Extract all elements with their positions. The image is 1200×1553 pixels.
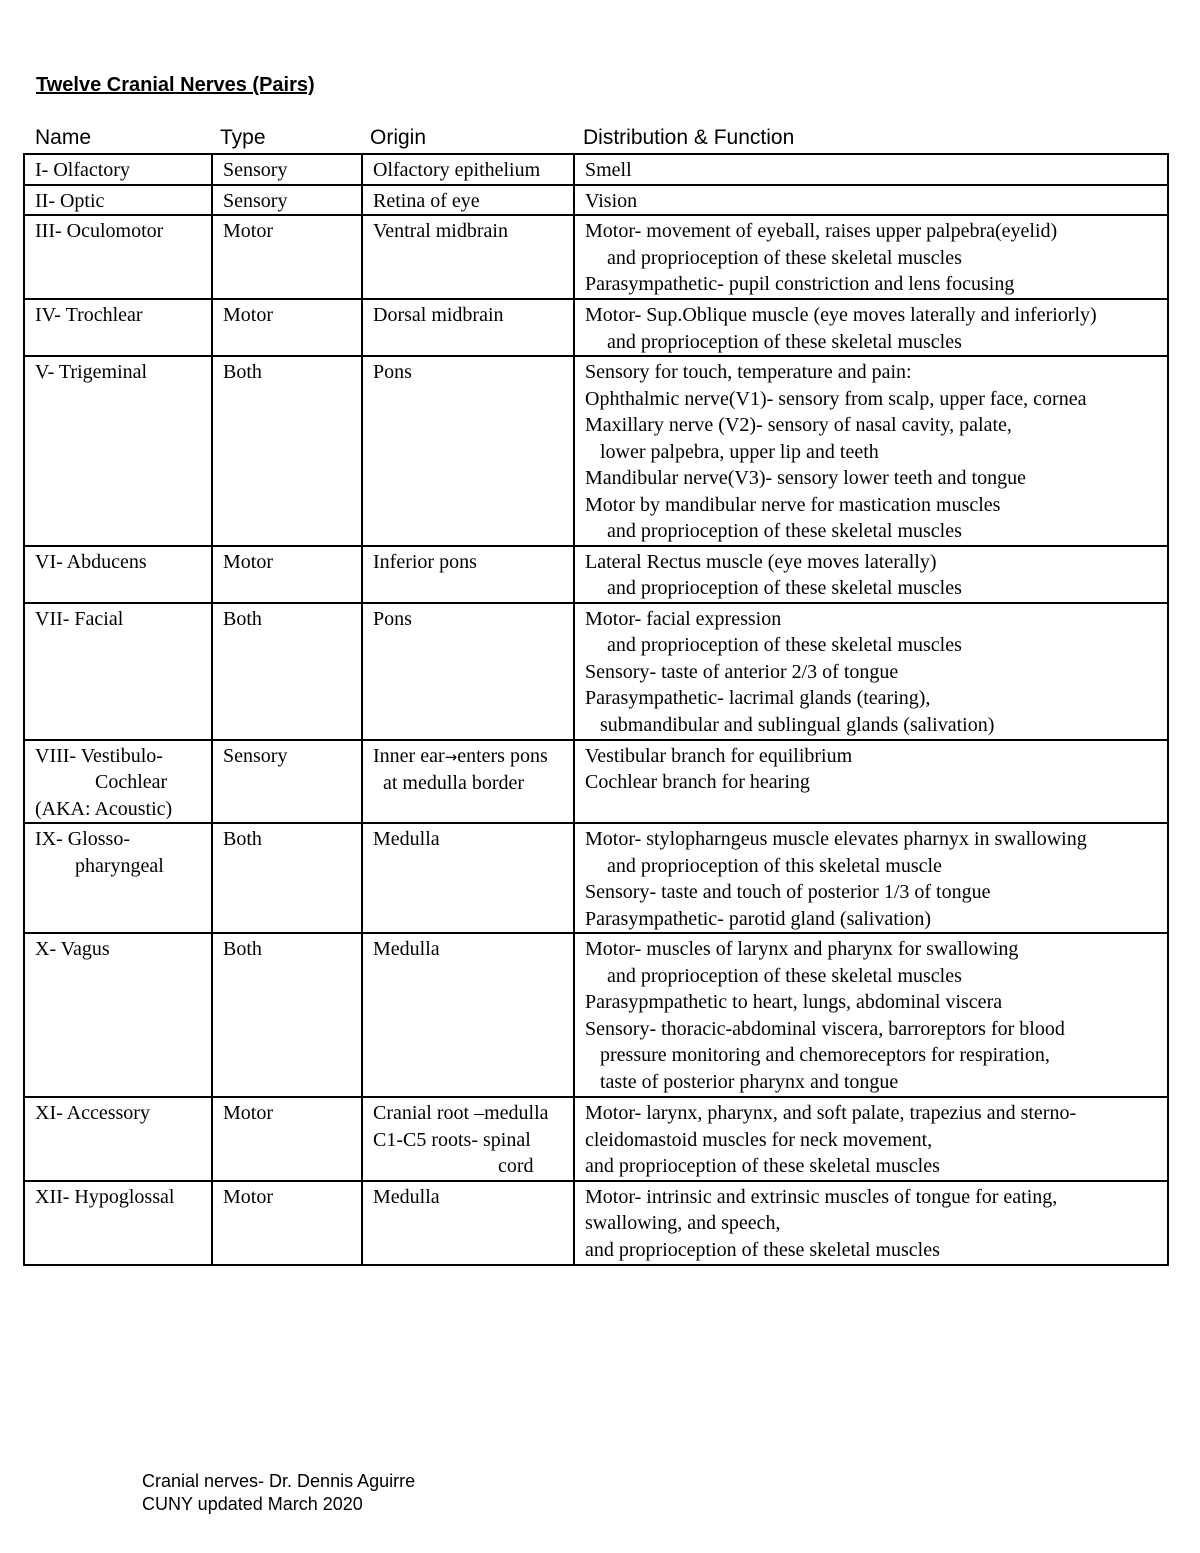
nerve-name: (AKA: Acoustic) [35,797,173,820]
nerve-origin-cell [362,603,574,740]
nerve-type: Sensory [223,159,288,181]
nerve-name-cell [24,603,212,740]
nerve-distribution-cell [574,356,1168,546]
distribution-line: Vision [585,189,638,212]
table-row [24,185,1168,216]
nerve-type-cell [212,215,362,299]
nerve-name: IV- Trochlear [35,304,143,326]
nerve-name: Cochlear [95,771,168,793]
distribution-line: and proprioception of these skeletal muscles [607,330,962,353]
distribution-line: Parasympathetic- lacrimal glands (tearing), [585,687,931,709]
distribution-line: and proprioception of these skeletal muscles [607,520,962,542]
table-row [24,546,1168,603]
nerve-origin: Medulla [373,828,440,850]
nerve-origin-cell [362,546,574,603]
cranial-nerves-table [23,153,1169,1266]
distribution-line: Parasympathetic- parotid gland (salivation) [585,907,932,930]
distribution-line: pressure monitoring and chemoreceptors for respiration, [600,1044,1050,1066]
nerve-name: X- Vagus [35,938,110,960]
nerve-origin-cell [362,154,574,185]
nerve-name: VII- Facial [35,607,124,630]
nerve-type: Motor [223,1185,273,1208]
distribution-line: Motor- intrinsic and extrinsic muscles of tongue for eating, [585,1185,1058,1208]
nerve-type: Both [223,828,262,850]
distribution-line: Motor- movement of eyeball, raises upper palpebra(eyelid) [585,220,1058,242]
distribution-line: Cochlear branch for hearing [585,771,810,793]
nerve-distribution-cell [574,933,1168,1097]
distribution-line: Motor- facial expression [585,607,782,630]
page-title: Twelve Cranial Nerves (Pairs) [36,74,315,96]
column-header-type: Type [220,126,266,149]
nerve-distribution-cell [574,185,1168,216]
nerve-origin-cell [362,1181,574,1265]
nerve-name: XI- Accessory [35,1102,150,1124]
nerve-origin: C1-C5 roots- spinal [373,1128,531,1151]
nerve-name: I- Olfactory [35,159,130,181]
table-row [24,740,1168,824]
nerve-name-cell [24,299,212,356]
distribution-line: submandibular and sublingual glands (salivation) [600,713,995,736]
nerve-origin: Medulla [373,1185,440,1208]
nerve-type: Motor [223,550,273,573]
nerve-origin-cell [362,933,574,1097]
column-header-origin: Origin [370,126,427,149]
nerve-name: VIII- Vestibulo- [35,744,163,767]
footer-updated: CUNY updated March 2020 [142,1494,363,1514]
nerve-distribution-cell [574,1181,1168,1265]
distribution-line: Vestibular branch for equilibrium [585,744,853,767]
column-header-distribution: Distribution & Function [583,126,795,149]
distribution-line: Lateral Rectus muscle (eye moves laterally) [585,550,937,573]
distribution-line: Maxillary nerve (V2)- sensory of nasal cavity, palate, [585,414,1012,436]
nerve-type: Both [223,607,262,630]
origin-text: Inner ear [373,744,445,767]
nerve-origin-cell [362,299,574,356]
distribution-line: Ophthalmic nerve(V1)- sensory from scalp, upper face, cornea [585,387,1087,410]
nerve-type-cell [212,299,362,356]
nerve-type-cell [212,546,362,603]
distribution-line: Parasympathetic- pupil constriction and lens focusing [585,273,1015,295]
nerve-name: V- Trigeminal [35,361,148,383]
nerve-type-cell [212,356,362,546]
distribution-line: Motor- larynx, pharynx, and soft palate, trapezius and sterno- [585,1102,1077,1124]
nerve-type: Motor [223,220,273,242]
nerve-type: Motor [223,1102,273,1124]
nerve-origin: Ventral midbrain [373,220,508,242]
page-footer [142,1470,415,1516]
nerve-distribution-cell [574,1097,1168,1181]
nerve-name-cell [24,215,212,299]
distribution-line: and proprioception of these skeletal muscles [585,1155,940,1177]
nerve-distribution-cell [574,546,1168,603]
distribution-line: and proprioception of this skeletal muscle [607,854,942,877]
nerve-name-cell [24,933,212,1097]
distribution-line: and proprioception of these skeletal muscles [585,1238,940,1261]
nerve-origin: cord [498,1155,534,1177]
nerve-name: III- Oculomotor [35,220,164,242]
nerve-name: VI- Abducens [35,550,147,573]
nerve-name: II- Optic [35,189,105,212]
distribution-line: and proprioception of these skeletal muscles [607,964,962,987]
nerve-origin: Cranial root –medulla [373,1102,549,1124]
nerve-origin [373,743,573,771]
nerve-type-cell [212,823,362,933]
nerve-type: Both [223,938,262,960]
nerve-type-cell [212,1097,362,1181]
nerve-origin-cell [362,215,574,299]
distribution-line: cleidomastoid muscles for neck movement, [585,1128,933,1151]
nerve-origin-cell [362,740,574,824]
distribution-line: Motor- muscles of larynx and pharynx for swallowing [585,938,1019,960]
distribution-line: taste of posterior pharynx and tongue [600,1070,899,1093]
nerve-distribution-cell [574,154,1168,185]
nerve-type-cell [212,933,362,1097]
nerve-origin: Pons [373,607,412,630]
nerve-origin: Inferior pons [373,550,477,573]
nerve-name-cell [24,356,212,546]
nerve-origin: at medulla border [383,772,525,794]
distribution-line: and proprioception of these skeletal muscles [607,246,962,269]
nerve-origin: Olfactory epithelium [373,159,541,181]
table-row [24,603,1168,740]
distribution-line: Motor- stylopharngeus muscle elevates pharnyx in swallowing [585,828,1087,850]
nerve-name: XII- Hypoglossal [35,1185,175,1208]
nerve-distribution-cell [574,823,1168,933]
footer-author: Cranial nerves- Dr. Dennis Aguirre [142,1471,416,1491]
distribution-line: Motor by mandibular nerve for mastication muscles [585,493,1001,516]
right-arrow-icon: → [444,747,458,766]
distribution-line: and proprioception of these skeletal muscles [607,577,962,599]
nerve-name: pharyngeal [75,854,164,877]
nerve-origin: Dorsal midbrain [373,304,504,326]
nerve-type: Sensory [223,744,288,767]
nerve-distribution-cell [574,603,1168,740]
nerve-name: IX- Glosso- [35,828,130,850]
nerve-origin-cell [362,185,574,216]
distribution-line: Sensory- taste of anterior 2/3 of tongue [585,660,899,683]
distribution-line: Mandibular nerve(V3)- sensory lower teeth and tongue [585,467,1026,489]
distribution-line: Motor- Sup.Oblique muscle (eye moves laterally and inferiorly) [585,304,1097,326]
nerve-type-cell [212,154,362,185]
nerve-name-cell [24,546,212,603]
table-row [24,823,1168,933]
table-row [24,154,1168,185]
nerve-origin: Medulla [373,938,440,960]
distribution-line: and proprioception of these skeletal muscles [607,634,962,656]
nerve-origin: Retina of eye [373,189,480,212]
nerve-type-cell [212,1181,362,1265]
table-row [24,299,1168,356]
nerve-type-cell [212,740,362,824]
origin-text: enters pons [457,744,548,767]
nerve-origin-cell [362,356,574,546]
table-row [24,1097,1168,1181]
nerve-type: Motor [223,304,273,326]
distribution-line: Smell [585,159,632,181]
table-row [24,356,1168,546]
table-row [24,1181,1168,1265]
nerve-name-cell [24,1181,212,1265]
nerve-distribution-cell [574,215,1168,299]
nerve-type-cell [212,603,362,740]
nerve-name-cell [24,823,212,933]
table-row [24,933,1168,1097]
table-row [24,215,1168,299]
nerve-type: Both [223,361,262,383]
nerve-name-cell [24,740,212,824]
nerve-origin-cell [362,1097,574,1181]
nerve-name-cell [24,1097,212,1181]
distribution-line: Sensory- taste and touch of posterior 1/3 of tongue [585,881,991,903]
distribution-line: Parasypmpathetic to heart, lungs, abdominal viscera [585,991,1003,1013]
distribution-line: swallowing, and speech, [585,1212,781,1234]
nerve-distribution-cell [574,740,1168,824]
nerve-type: Sensory [223,189,288,212]
distribution-line: Sensory- thoracic-abdominal viscera, barroreptors for blood [585,1017,1065,1040]
nerve-distribution-cell [574,299,1168,356]
nerve-origin: Pons [373,361,412,383]
nerve-name-cell [24,185,212,216]
nerve-name-cell [24,154,212,185]
nerve-type-cell [212,185,362,216]
column-header-name: Name [35,126,92,149]
distribution-line: Sensory for touch, temperature and pain: [585,361,912,383]
distribution-line: lower palpebra, upper lip and teeth [600,440,879,463]
nerve-origin-cell [362,823,574,933]
